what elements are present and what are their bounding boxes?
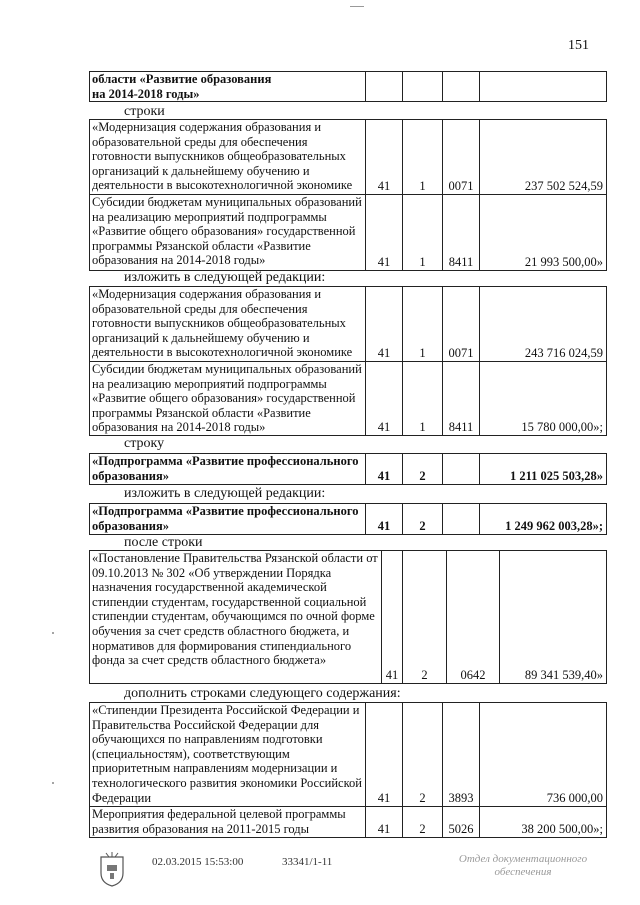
col-article: 5026 <box>443 807 480 838</box>
col-amount: 15 780 000,00»; <box>480 362 607 436</box>
instruction-restate: изложить в следующей редакции: <box>124 270 326 285</box>
col-amount: 237 502 524,59 <box>480 120 607 195</box>
row-description: «Постановление Правительства Рязанской области от 09.10.2013 № 302 «Об утверждении Порядка назначения государственной академической стипендии студентам, государственной социальной стипендии студентам, обучающимся по очной форме обучения за счет средств областного бюджета, и нормативов для формирования стипендиального фонда за счет средств областного бюджета» <box>90 551 382 684</box>
table-resolution-row <box>89 550 607 684</box>
col-section: 2 <box>403 551 447 684</box>
col-section: 1 <box>403 195 443 271</box>
coat-of-arms-icon <box>97 851 127 887</box>
table-subprogram-revised <box>89 503 607 535</box>
col-section: 1 <box>403 287 443 362</box>
col-amount: 736 000,00 <box>480 703 607 807</box>
col-section: 2 <box>403 504 443 535</box>
col-admin-code: 41 <box>366 120 403 195</box>
col-admin-code: 41 <box>366 807 403 838</box>
table-row <box>90 807 607 838</box>
col-admin-code: 41 <box>382 551 403 684</box>
col-admin-code: 41 <box>366 287 403 362</box>
col-section: 2 <box>403 807 443 838</box>
row-description: Субсидии бюджетам муниципальных образований на реализацию мероприятий подпрограммы «Развитие общего образования» государственной программы Рязанской области «Развитие образования на 2014-2018 годы» <box>90 195 366 271</box>
table-revised-rows <box>89 286 607 436</box>
col-article <box>443 454 480 485</box>
table-header-fragment <box>89 71 607 102</box>
table-row <box>90 72 607 102</box>
col-section: 1 <box>403 362 443 436</box>
col-article: 0071 <box>443 287 480 362</box>
instruction-before-rows: строки <box>124 104 165 119</box>
instruction-add-rows: дополнить строками следующего содержания: <box>124 686 401 701</box>
col-amount: 243 716 024,59 <box>480 287 607 362</box>
table-row <box>90 551 607 684</box>
col-admin-code: 41 <box>366 504 403 535</box>
row-description: «Стипендии Президента Российской Федерации и Правительства Российской Федерации для обучающихся по направлениям подготовки (специальностям), соответствующим приоритетным направлениям модернизации и технологического развития экономики Российской Федерации <box>90 703 366 807</box>
col-article: 3893 <box>443 703 480 807</box>
table-row <box>90 120 607 195</box>
col-admin-code: 41 <box>366 195 403 271</box>
table-added-rows <box>89 702 607 838</box>
instruction-row: строку <box>124 436 165 451</box>
scan-mark <box>350 6 364 7</box>
col-admin-code: 41 <box>366 362 403 436</box>
row-description: «Модернизация содержания образования и образовательной среды для обеспечения готовности выпускников общеобразовательных организаций к дальнейшему обучению и деятельности в высокотехнологичной экономике <box>90 287 366 362</box>
col-admin-code: 41 <box>366 703 403 807</box>
table-subprogram-original <box>89 453 607 485</box>
col-amount: 38 200 500,00»; <box>480 807 607 838</box>
col-section: 1 <box>403 120 443 195</box>
footer-timestamp: 02.03.2015 15:53:00 <box>152 856 244 868</box>
page-number: 151 <box>568 38 589 53</box>
footer-department-stamp: Отдел документационного обеспечения <box>458 853 588 878</box>
col-amount: 1 249 962 003,28»; <box>480 504 607 535</box>
table-row <box>90 362 607 436</box>
footer-document-code: 33341/1-11 <box>282 856 333 868</box>
col-amount: 1 211 025 503,28» <box>480 454 607 485</box>
row-description: Субсидии бюджетам муниципальных образований на реализацию мероприятий подпрограммы «Развитие общего образования» государственной программы Рязанской области «Развитие образования на 2014-2018 годы» <box>90 362 366 436</box>
table-row <box>90 287 607 362</box>
table-row <box>90 703 607 807</box>
col-amount: 21 993 500,00» <box>480 195 607 271</box>
scan-speck <box>52 782 54 784</box>
row-description: области «Развитие образования на 2014-2018 годы» <box>90 72 366 102</box>
col-article <box>443 504 480 535</box>
col-section: 2 <box>403 703 443 807</box>
table-row <box>90 504 607 535</box>
col-article: 8411 <box>443 362 480 436</box>
scan-speck <box>52 632 54 634</box>
row-description: «Подпрограмма «Развитие профессионального образования» <box>90 454 366 485</box>
col-admin-code: 41 <box>366 454 403 485</box>
instruction-after-row: после строки <box>124 535 203 550</box>
row-description: «Подпрограмма «Развитие профессионального образования» <box>90 504 366 535</box>
table-row <box>90 195 607 271</box>
instruction-restate: изложить в следующей редакции: <box>124 486 326 501</box>
table-row <box>90 454 607 485</box>
table-original-rows <box>89 119 607 271</box>
col-amount: 89 341 539,40» <box>500 551 607 684</box>
col-article: 8411 <box>443 195 480 271</box>
col-article: 0071 <box>443 120 480 195</box>
row-description: Мероприятия федеральной целевой программы развития образования на 2011-2015 годы <box>90 807 366 838</box>
row-description: «Модернизация содержания образования и образовательной среды для обеспечения готовности выпускников общеобразовательных организаций к дальнейшему обучению и деятельности в высокотехнологичной экономике <box>90 120 366 195</box>
col-article: 0642 <box>447 551 500 684</box>
col-section: 2 <box>403 454 443 485</box>
